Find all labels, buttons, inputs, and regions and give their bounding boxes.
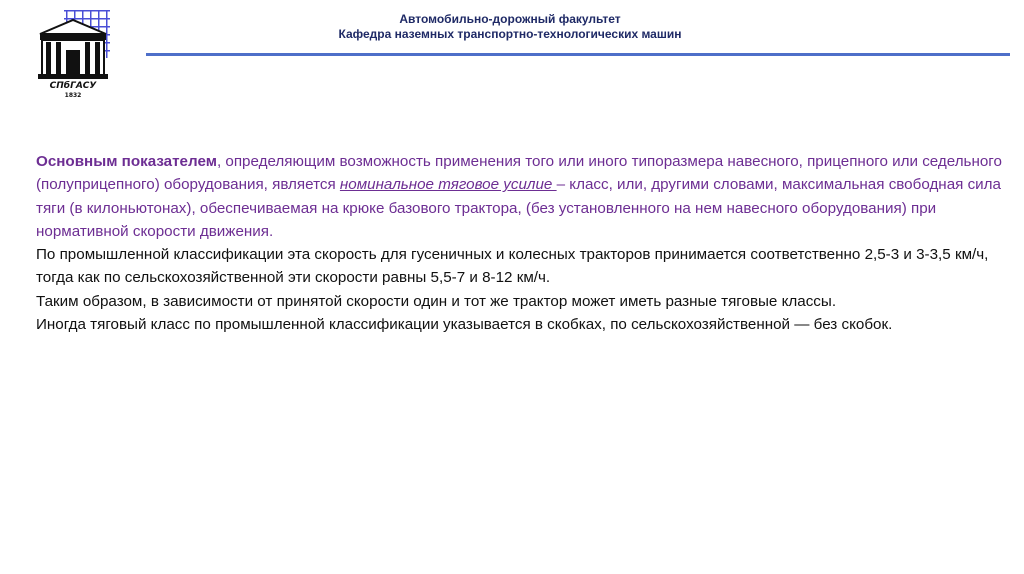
slide-header [140,12,880,42]
key-term: номинальное тяговое усилие [339,176,557,194]
faculty-title: Автомобильно-дорожный факультет [399,12,621,26]
paragraph-conclusion: Таким образом, в зависимости от принятой скорости один и тот же трактор может иметь разные тяговые классы. [36,292,837,310]
department-title: Кафедра наземных транспортно-технологических машин [338,27,682,41]
logo-text: СПбГАСУ [49,81,97,91]
university-logo [34,10,112,98]
paragraph-speeds: По промышленной классификации эта скорость для гусеничных и колесных тракторов принимается соответственно 2,5-3 и 3-3,5 км/ч, тогда как по сельскохозяйственной эти скорости равны 5,5-7 и 8-12 км/ч. [36,246,989,287]
slide-body [36,150,1006,336]
definition-part-1: , определяющим возможность применения того или иного типоразмера навесного, прицепного или седельного (полуприцепного) оборудования, является [36,153,1002,194]
definition-part-2: – класс, или, другими словами, максимальная свободная сила тяги (в килоньютонах), обеспечиваемая на крюке базового трактора, (без установленного на нем навесного оборудования) при нормативной скорости движения. [36,176,1001,240]
paragraph-notation: Иногда тяговый класс по промышленной классификации указывается в скобках, по сельскохозяйственной — без скобок. [36,316,893,334]
lead-phrase: Основным показателем [36,153,217,170]
paragraph-definition [36,150,1006,243]
logo-year: 1832 [64,92,82,98]
header-divider [146,53,1010,56]
